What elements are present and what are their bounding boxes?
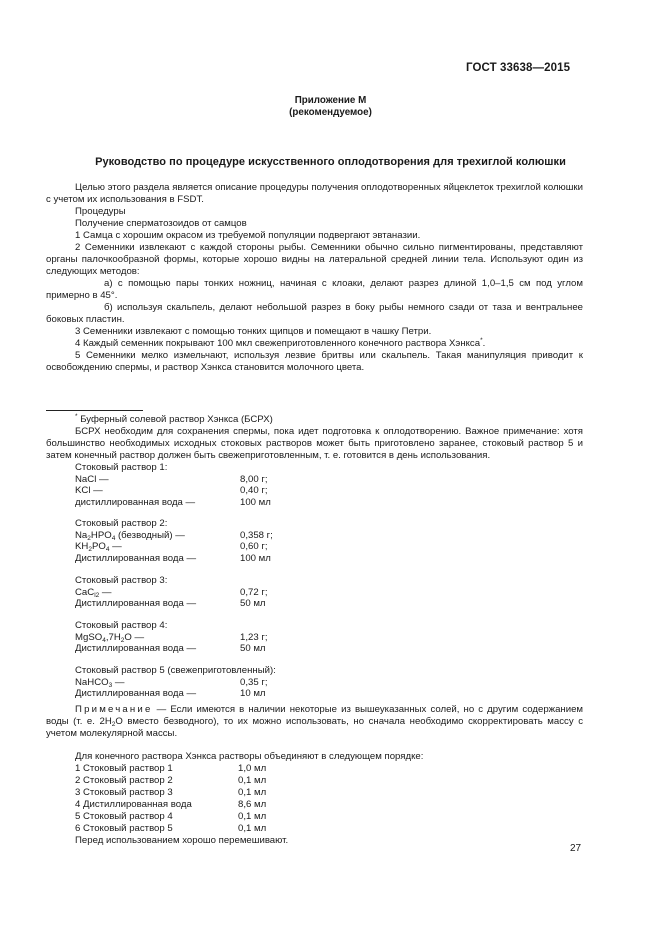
stock-row bbox=[75, 553, 375, 565]
ingredient: дистиллированная вода — bbox=[75, 496, 196, 508]
stock-title: Стоковый раствор 1: bbox=[75, 462, 168, 473]
stock-solution-2 bbox=[75, 518, 375, 564]
appendix-heading bbox=[0, 95, 661, 119]
footnote-title-text: Буферный солевой раствор Хэнкса (БСРХ) bbox=[80, 414, 273, 425]
order-item: 5 Стоковый раствор 4 bbox=[75, 811, 173, 822]
note-sub: 2 bbox=[111, 721, 116, 728]
stock-row bbox=[75, 632, 375, 644]
order-row bbox=[75, 763, 475, 775]
amount: 10 мл bbox=[240, 688, 266, 700]
step-5: 5 Семенники мелко измельчают, используя лезвие бритвы или скальпель. Такая манипуляция приводит к освобождению спермы, и раствор Хэнкса становится молочного цвета. bbox=[46, 350, 583, 373]
order-value: 8,6 мл bbox=[238, 799, 267, 810]
method-b: б) используя скальпель, делают небольшой разрез в боку рыбы немного сзади от таза и вентральнее боковых пластин. bbox=[46, 302, 583, 325]
note-label: Примечание bbox=[75, 704, 153, 715]
note-text-1: — Если имеются в наличии некоторые из вышеуказанных солей, но с другим содержанием воды (т. е. 2H bbox=[46, 704, 583, 727]
footnote-mark: * bbox=[75, 413, 78, 420]
note-text-2: O вместо безводного), то их можно использовать, но сначала необходимо скорректировать массу с учетом молекулярной массы. bbox=[46, 716, 583, 739]
amount: 100 мл bbox=[240, 552, 271, 564]
ingredient: $KH_2PO_4$ — bbox=[75, 541, 122, 554]
order-row bbox=[75, 799, 475, 811]
stock-title: Стоковый раствор 4: bbox=[75, 620, 168, 631]
stock-row bbox=[75, 643, 375, 655]
order-row bbox=[75, 787, 475, 799]
ingredient: CaC$_{l2}$ — bbox=[75, 586, 112, 599]
step-1: 1 Самца с хорошим окрасом из требуемой популяции подвергают эвтаназии. bbox=[75, 230, 421, 241]
amount: 8,00 г; bbox=[240, 473, 268, 485]
ingredient: Дистиллированная вода — bbox=[75, 643, 197, 655]
amount: 50 мл bbox=[240, 643, 266, 655]
ingredient: $MgSO_4,7H_2O$ — bbox=[75, 631, 145, 644]
order-row bbox=[75, 811, 475, 823]
note-paragraph bbox=[46, 704, 583, 740]
ingredient: $Na_2HPO_4$ (безводный) — bbox=[75, 529, 185, 542]
ingredient: KCl — bbox=[75, 485, 103, 497]
step-4-end: . bbox=[482, 338, 486, 349]
stock-row bbox=[75, 688, 375, 700]
stock-solution-1 bbox=[75, 462, 375, 508]
page-title: Руководство по процедуре искусственного оплодотворения для трехиглой колюшки bbox=[95, 156, 566, 168]
method-a: а) с помощью пары тонких ножниц, начиная с клоаки, делают разрез длиной 1,0–1,5 см под углом примерно в 45°. bbox=[46, 278, 583, 301]
stock-title: Стоковый раствор 5 (свежеприготовленный): bbox=[75, 665, 276, 676]
order-end: Перед использованием хорошо перемешивают. bbox=[75, 835, 289, 846]
appendix-status: (рекомендуемое) bbox=[289, 107, 372, 118]
order-item: 2 Стоковый раствор 2 bbox=[75, 775, 173, 786]
stock-row bbox=[75, 541, 375, 553]
step-4-text: 4 Каждый семенник покрывают 100 мкл свежеприготовленного конечного раствора Хэнкса bbox=[75, 338, 481, 349]
stock-row bbox=[75, 474, 375, 486]
ingredient: Дистиллированная вода — bbox=[75, 552, 197, 564]
order-row bbox=[75, 823, 475, 835]
appendix-label: Приложение М bbox=[294, 95, 367, 106]
amount: 100 мл bbox=[240, 496, 271, 508]
procedures-heading: Процедуры bbox=[75, 206, 126, 217]
sperm-heading: Получение сперматозоидов от самцов bbox=[75, 218, 247, 229]
ingredient: Дистиллированная вода — bbox=[75, 688, 197, 700]
order-item: 4 Дистиллированная вода bbox=[75, 799, 192, 810]
step-2: 2 Семенники извлекают с каждой стороны рыбы. Семенники обычно сильно пигментированы, представляют органы палочкообразной формы, которые хорошо видны на латеральной средней линии тела. Используют один из следующих методов: bbox=[46, 242, 583, 277]
step-4 bbox=[46, 338, 583, 350]
order-value: 0,1 мл bbox=[238, 787, 267, 798]
order-value: 1,0 мл bbox=[238, 763, 267, 774]
footnote-divider bbox=[46, 410, 143, 411]
stock-row bbox=[75, 485, 375, 497]
standard-number: ГОСТ 33638—2015 bbox=[466, 62, 571, 74]
stock-title: Стоковый раствор 3: bbox=[75, 575, 168, 586]
order-value: 0,1 мл bbox=[238, 775, 267, 786]
amount: 1,23 г; bbox=[240, 631, 268, 643]
ingredient: NaHCO$_3$ — bbox=[75, 676, 125, 689]
stock-row bbox=[75, 587, 375, 599]
stock-title: Стоковый раствор 2: bbox=[75, 518, 168, 529]
footnote-title bbox=[46, 414, 583, 426]
footnote-text: БСРХ необходим для сохранения спермы, пока идет подготовка к оплодотворению. Важное примечание: хотя большинство необходимых исходных стоковых растворов может быть приготовлено заранее, стоковый раствор 5 и затем конечный раствор должен быть свежеприготовленным, т. е. готовится в день использования. bbox=[46, 426, 583, 461]
amount: 0,35 г; bbox=[240, 676, 268, 688]
order-value: 0,1 мл bbox=[238, 811, 267, 822]
main-text bbox=[46, 182, 583, 374]
amount: 0,358 г; bbox=[240, 529, 273, 541]
stock-solution-4 bbox=[75, 620, 375, 655]
ingredient: NaCl — bbox=[75, 473, 109, 485]
footnote bbox=[46, 414, 583, 462]
mixing-order bbox=[75, 751, 475, 847]
amount: 0,40 г; bbox=[240, 485, 268, 497]
order-item: 1 Стоковый раствор 1 bbox=[75, 763, 173, 774]
stock-solution-3 bbox=[75, 575, 375, 610]
step-3: 3 Семенники извлекают с помощью тонких щипцов и помещают в чашку Петри. bbox=[75, 326, 432, 337]
stock-row bbox=[75, 677, 375, 689]
stock-row bbox=[75, 497, 375, 509]
amount: 0,60 г; bbox=[240, 541, 268, 553]
intro-paragraph: Целью этого раздела является описание процедуры получения оплодотворенных яйцеклеток трехиглой колюшки с учетом их использования в FSDT. bbox=[46, 182, 583, 205]
ingredient: Дистиллированная вода — bbox=[75, 598, 197, 610]
order-item: 6 Стоковый раствор 5 bbox=[75, 823, 173, 834]
page-number: 27 bbox=[570, 843, 582, 854]
stock-row bbox=[75, 598, 375, 610]
footnote-marker: * bbox=[480, 337, 483, 344]
order-value: 0,1 мл bbox=[238, 823, 267, 834]
order-intro: Для конечного раствора Хэнкса растворы объединяют в следующем порядке: bbox=[75, 751, 424, 762]
stock-row bbox=[75, 530, 375, 542]
stock-solution-5 bbox=[75, 665, 375, 700]
amount: 0,72 г; bbox=[240, 586, 268, 598]
order-item: 3 Стоковый раствор 3 bbox=[75, 787, 173, 798]
note-text bbox=[46, 704, 583, 740]
amount: 50 мл bbox=[240, 598, 266, 610]
order-row bbox=[75, 775, 475, 787]
